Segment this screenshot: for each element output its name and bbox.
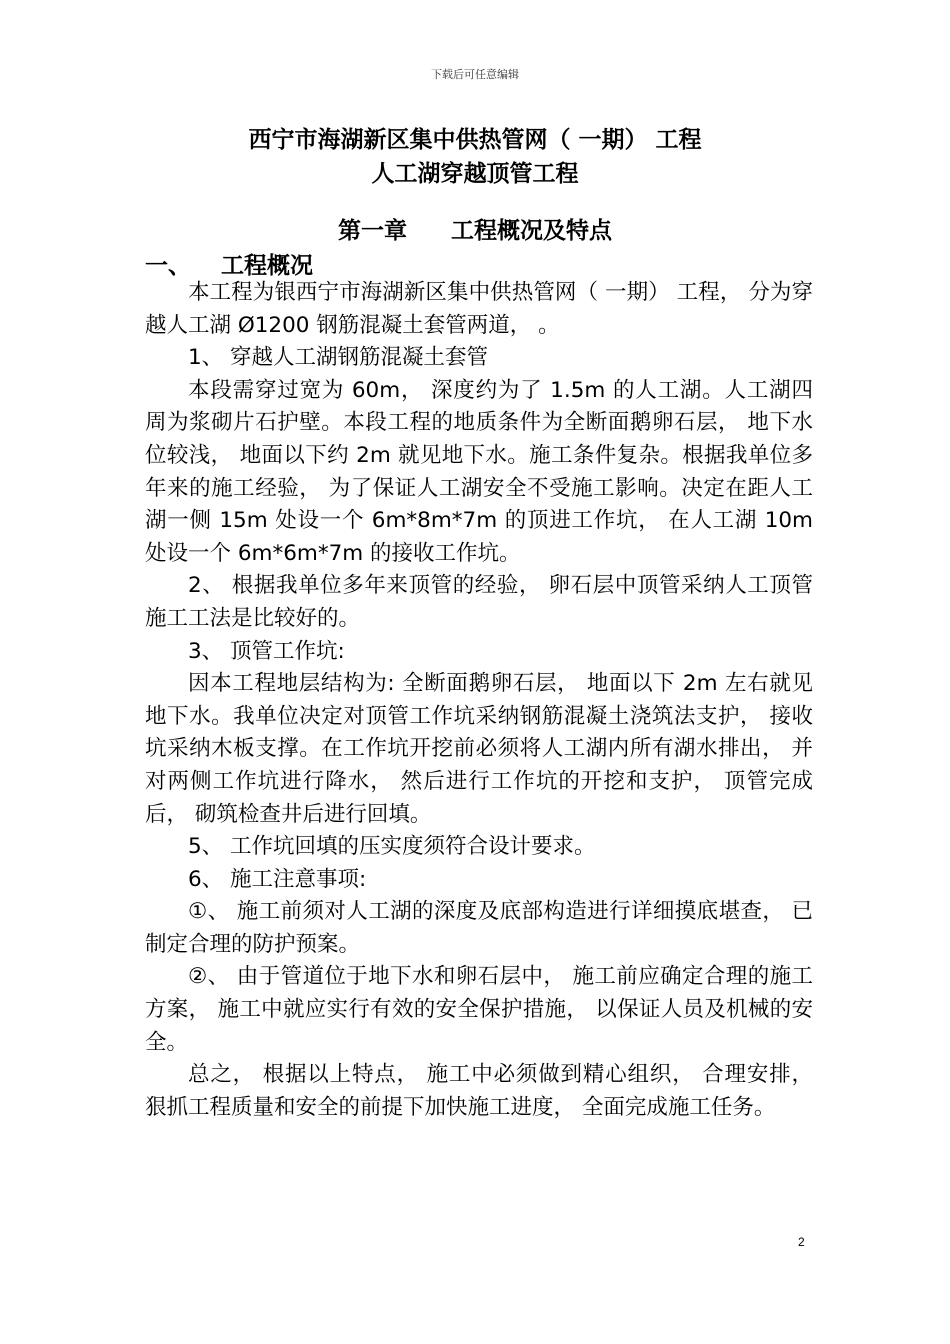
paragraph: ②、 由于管道位于地下水和卵石层中， 施工前应确定合理的施工方案， 施工中就应实行有效的安全保护措施， 以保证人员及机械的安全。 — [145, 964, 813, 1055]
paragraph: 3、 顶管工作坑: — [188, 638, 345, 664]
paragraph: 总之， 根据以上特点， 施工中必须做到精心组织， 合理安排， 狠抓工程质量和安全的前提下加快施工进度， 全面完成施工任务。 — [145, 1062, 813, 1120]
paragraph: 1、 穿越人工湖钢筋混凝土套管 — [188, 345, 489, 371]
page-number: 2 — [798, 1235, 805, 1249]
document-title-line-2: 人工湖穿越顶管工程 — [371, 161, 579, 187]
section-title: 工程概况 — [221, 253, 313, 279]
section-heading — [145, 247, 313, 280]
header-note: 下载后可任意编辑 — [431, 68, 519, 81]
paragraph: 6、 施工注意事项: — [188, 866, 367, 892]
paragraph: 本段需穿过宽为 60m， 深度约为了 1.5m 的人工湖。人工湖四周为浆砌片石护壁。本段工程的地质条件为全断面鹅卵石层， 地下水位较浅， 地面以下约 2m 就见地下水。施工条件复杂。根据我单位多年来的施工经验， 为了保证人工湖安全不受施工影响。决定在距人工湖一侧 15m 处设一个 6m*8m*7m 的顶进工作坑， 在人工湖 10m 处设一个 6m*6m*7m 的接收工作坑。 — [145, 377, 813, 566]
chapter-heading — [0, 212, 950, 245]
chapter-number: 第一章 — [338, 218, 407, 244]
document-title-line-1: 西宁市海湖新区集中供热管网（ 一期） 工程 — [248, 127, 702, 153]
paragraph: 本工程为银西宁市海湖新区集中供热管网（ 一期） 工程， 分为穿越人工湖 Ø1200 钢筋混凝土套管两道， 。 — [145, 280, 813, 338]
section-number: 一、 — [145, 253, 191, 279]
chapter-title: 工程概况及特点 — [451, 218, 612, 244]
paragraph: 2、 根据我单位多年来顶管的经验， 卵石层中顶管采纳人工顶管施工工法是比较好的。 — [145, 573, 813, 631]
paragraph: 因本工程地层结构为: 全断面鹅卵石层， 地面以下 2m 左右就见地下水。我单位决定对顶管工作坑采纳钢筋混凝土浇筑法支护， 接收坑采纳木板支撑。在工作坑开挖前必须将人工湖内所有湖水排出， 并对两侧工作坑进行降水， 然后进行工作坑的开挖和支护， 顶管完成后， 砌筑检查井后进行回填。 — [145, 671, 813, 827]
paragraph: ①、 施工前须对人工湖的深度及底部构造进行详细摸底堪查， 已制定合理的防护预案。 — [145, 899, 813, 957]
document-body — [145, 277, 813, 1124]
paragraph: 5、 工作坑回填的压实度须符合设计要求。 — [188, 834, 596, 860]
